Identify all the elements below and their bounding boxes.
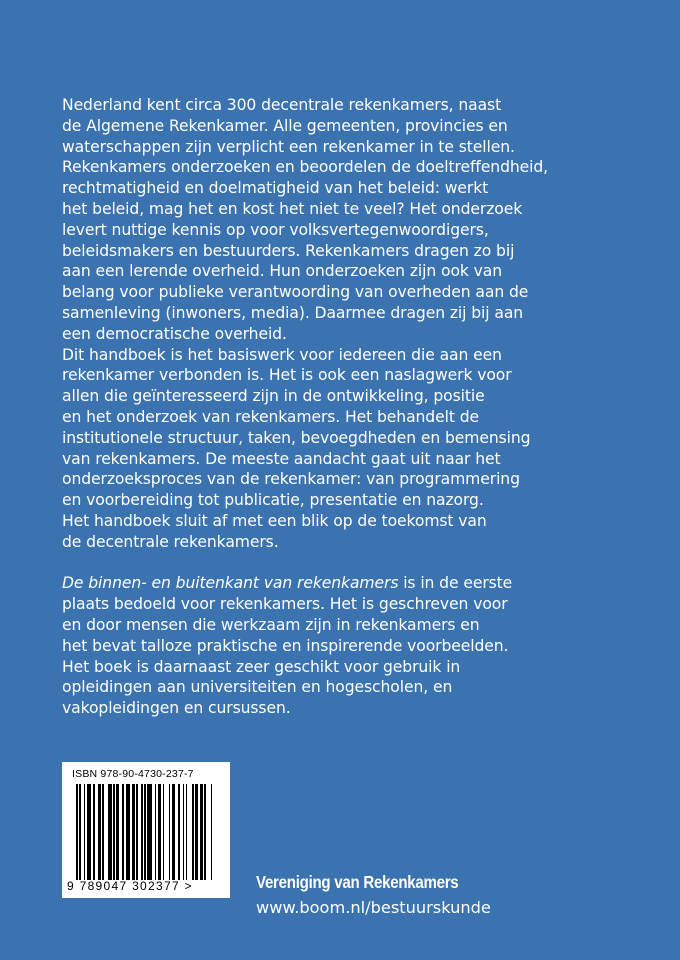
isbn-label: ISBN 978-90-4730-237-7 [72, 768, 194, 780]
text-line: vakopleidingen en cursussen. [62, 699, 291, 718]
barcode-bar [212, 784, 214, 880]
publisher-url[interactable]: www.boom.nl/bestuurskunde [256, 898, 491, 917]
text-line: allen die geïnteresseerd zijn in de ontwikkeling, positie [62, 387, 485, 406]
text-line: rechtmatigheid en doelmatigheid van het beleid: werkt [62, 179, 489, 198]
text-line: Nederland kent circa 300 decentrale rekenkamers, naast [62, 96, 502, 114]
text-line: en door mensen die werkzaam zijn in rekenkamers en [62, 615, 480, 634]
text-line: institutionele structuur, taken, bevoegdheden en bemensing [62, 428, 531, 447]
text-line: van rekenkamers. De meeste aandacht gaat uit naar het [62, 449, 501, 468]
text-line: rekenkamer verbonden is. Het is ook een naslagwerk voor [62, 366, 512, 385]
text-line: beleidsmakers en bestuurders. Rekenkamers dragen zo bij [62, 241, 515, 260]
text-line: een democratische overheid. [62, 324, 287, 343]
isbn-barcode [62, 762, 230, 898]
publisher-name: Vereniging van Rekenkamers [256, 872, 459, 892]
text-line: Het handboek sluit af met een blik op de toekomst van [62, 511, 487, 530]
book-title-italic: De binnen- en buitenkant van rekenkamers [62, 574, 399, 593]
text-line: levert nuttige kennis op voor volksvertegenwoordigers, [62, 220, 489, 239]
text-line: belang voor publieke verantwoording van overheden aan de [62, 283, 529, 302]
text-line: en het onderzoek van rekenkamers. Het behandelt de [62, 407, 479, 426]
text-line: samenleving (inwoners, media). Daarmee dragen zij bij aan [62, 303, 524, 322]
text-line: opleidingen aan universiteiten en hogescholen, en [62, 678, 453, 697]
text-line: aan een lerende overheid. Hun onderzoeken zijn ook van [62, 262, 503, 281]
paragraph-spacer [62, 553, 622, 574]
paragraph-audience [62, 573, 622, 719]
paragraph-intro [62, 95, 622, 553]
barcode-bars [76, 784, 216, 880]
text-fragment: is in de eerste [398, 574, 513, 593]
text-line: onderzoeksproces van de rekenkamer: van programmering [62, 470, 520, 489]
text-line: Rekenkamers onderzoeken en beoordelen de doeltreffendheid, [62, 158, 549, 177]
text-line: de Algemene Rekenkamer. Alle gemeenten, provincies en [62, 116, 508, 135]
text-line: de decentrale rekenkamers. [62, 532, 279, 551]
text-line: en voorbereiding tot publicatie, presentatie en nazorg. [62, 491, 484, 510]
barcode-digits: 9 789047 302377 > [67, 879, 193, 893]
text-line: plaats bedoeld voor rekenkamers. Het is geschreven voor [62, 595, 508, 614]
text-line: Dit handboek is het basiswerk voor iedereen die aan een [62, 345, 502, 364]
text-line: het bevat talloze praktische en inspirerende voorbeelden. [62, 636, 509, 655]
text-line: het beleid, mag het en kost het niet te veel? Het onderzoek [62, 199, 523, 218]
back-cover-blurb [62, 95, 622, 719]
text-line [62, 573, 622, 594]
text-line: Het boek is daarnaast zeer geschikt voor gebruik in [62, 657, 461, 676]
text-line: waterschappen zijn verplicht een rekenkamer in te stellen. [62, 137, 515, 156]
